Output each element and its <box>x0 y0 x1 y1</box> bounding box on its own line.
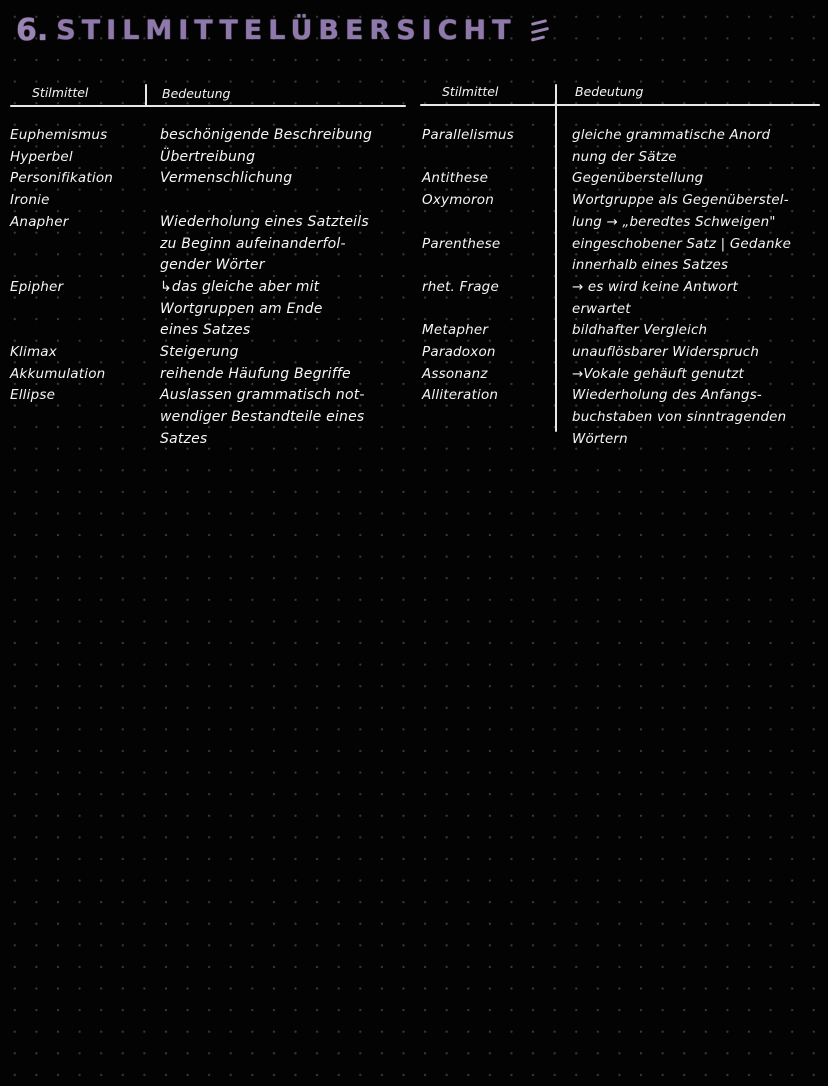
left-term <box>10 255 113 277</box>
header-right-term: Stilmittel <box>442 84 499 99</box>
left-meaning: reihende Häufung Begriffe <box>160 365 351 382</box>
column-divider-right <box>555 84 557 432</box>
left-term: Euphemismus <box>10 127 108 143</box>
left-term: Hyperbel <box>10 148 73 165</box>
left-meaning: Steigerung <box>160 344 239 361</box>
right-term: Oxymoron <box>422 192 494 209</box>
left-term: Akkumulation <box>10 365 106 382</box>
left-term: Klimax <box>10 344 57 361</box>
right-meaning: lung → „beredtes Schweigen" <box>572 214 776 230</box>
left-meaning: Übertreibung <box>160 148 256 165</box>
right-term: Parenthese <box>422 235 501 252</box>
right-term <box>422 147 514 169</box>
left-meaning: eines Satzes <box>160 322 251 339</box>
left-meaning-list <box>160 125 372 451</box>
left-term: Anapher <box>10 213 69 230</box>
right-term <box>422 212 514 234</box>
right-meaning: Wiederholung des Anfangs- <box>572 388 762 404</box>
header-left-meaning: Bedeutung <box>162 86 231 101</box>
header-left-term: Stilmittel <box>32 85 89 100</box>
right-meaning: Gegenüberstellung <box>572 171 704 187</box>
right-term: rhet. Frage <box>422 278 499 295</box>
left-meaning: ↳das gleiche aber mit <box>160 278 320 295</box>
title-number: 6. <box>16 12 49 48</box>
right-meaning: bildhafter Vergleich <box>572 323 708 339</box>
right-term: Assonanz <box>422 365 488 382</box>
left-meaning: zu Beginn aufeinanderfol- <box>160 235 346 252</box>
header-underline-left <box>10 105 406 107</box>
header-underline-right <box>420 104 820 106</box>
right-meaning: Wörtern <box>572 431 628 447</box>
right-term: Paradoxon <box>422 344 496 361</box>
title-decoration-icon <box>531 17 557 43</box>
left-term: Ellipse <box>10 387 56 404</box>
right-meaning: Wortgruppe als Gegenüberstel- <box>572 193 789 209</box>
left-meaning <box>160 190 372 212</box>
right-meaning: →Vokale gehäuft genutzt <box>572 366 744 382</box>
left-term-list <box>10 125 113 407</box>
right-term: Antithese <box>422 170 489 187</box>
right-meaning: eingeschobener Satz | Gedanke <box>572 236 792 252</box>
header-divider-left <box>145 84 147 106</box>
left-meaning: Wortgruppen am Ende <box>160 300 323 317</box>
right-meaning: unauflösbarer Widerspruch <box>572 345 760 361</box>
left-meaning: Satzes <box>160 430 208 447</box>
right-meaning: erwartet <box>572 301 631 317</box>
right-meaning: nung der Sätze <box>572 149 677 165</box>
left-meaning: Wiederholung eines Satzteils <box>160 213 369 230</box>
left-meaning: Auslassen grammatisch not- <box>160 387 365 404</box>
left-meaning: beschönigende Beschreibung <box>160 127 373 143</box>
right-term: Metapher <box>422 322 489 339</box>
left-term <box>10 299 113 321</box>
left-meaning: Vermenschlichung <box>160 170 293 187</box>
left-term: Personifikation <box>10 170 114 187</box>
header-right-meaning: Bedeutung <box>575 84 644 99</box>
left-term: Ironie <box>10 192 50 209</box>
title-text: STILMITTELÜBERSICHT <box>56 14 517 46</box>
left-term: Epipher <box>10 278 64 295</box>
right-meaning: gleiche grammatische Anord <box>572 128 771 143</box>
page-title <box>16 2 557 58</box>
right-term-list <box>422 125 514 407</box>
right-meaning: buchstaben von sinntragenden <box>572 410 787 426</box>
right-term <box>422 299 514 321</box>
left-meaning: gender Wörter <box>160 257 265 274</box>
right-meaning: → es wird keine Antwort <box>572 279 738 295</box>
left-term <box>10 234 113 256</box>
right-term <box>422 255 514 277</box>
right-term: Parallelismus <box>422 127 514 143</box>
left-meaning: wendiger Bestandteile eines <box>160 409 365 426</box>
right-meaning-list <box>572 125 791 451</box>
right-term: Alliteration <box>422 387 499 404</box>
left-term <box>10 320 113 342</box>
right-meaning: innerhalb eines Satzes <box>572 258 729 274</box>
